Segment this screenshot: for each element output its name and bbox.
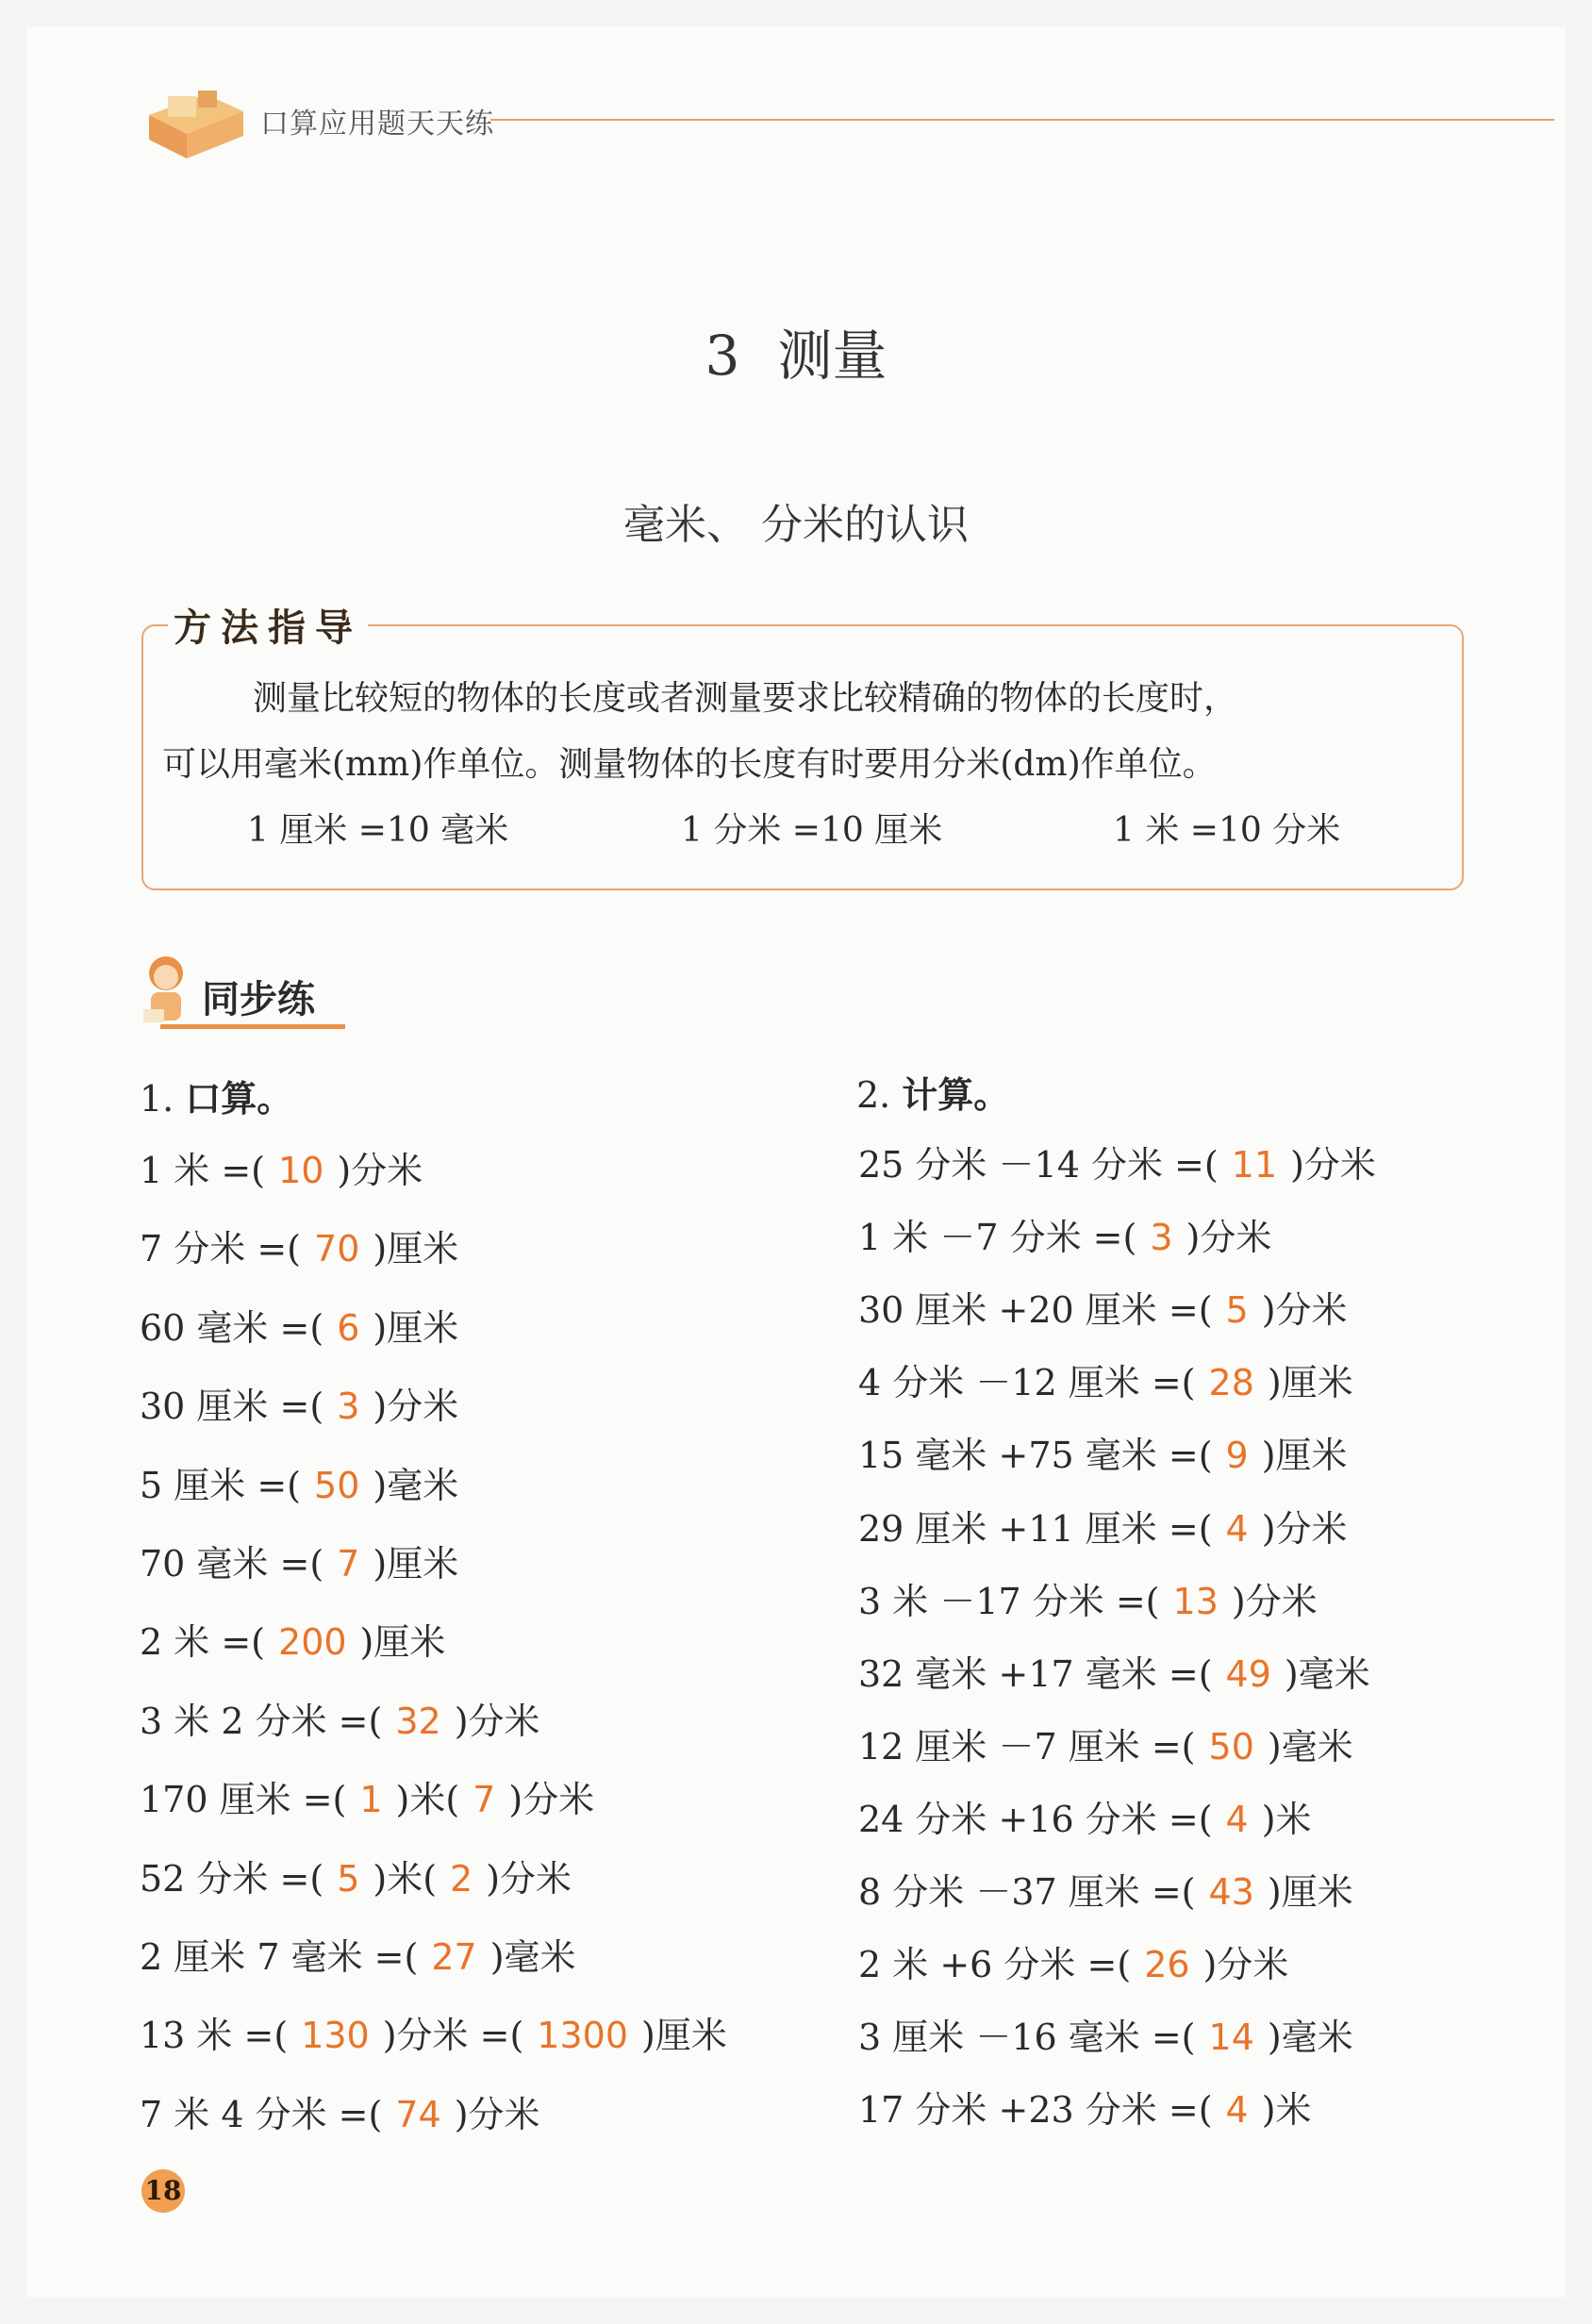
problem-row <box>858 1790 1312 1842</box>
problem-text: )厘米 <box>373 1306 459 1349</box>
problem-row <box>858 1136 1376 1187</box>
problem-text: 24 分米 +16 分米 =( <box>858 1798 1213 1840</box>
answer-value: 26 <box>1144 1944 1190 1986</box>
practice-underline <box>160 1024 345 1029</box>
problem-text: )分米 <box>1261 1507 1348 1550</box>
method-paragraph-1: 测量比较短的物体的长度或者测量要求比较精确的物体的长度时， <box>253 679 1238 718</box>
problem-text: 60 毫米 =( <box>140 1306 324 1349</box>
problem-text: )毫米 <box>489 1936 576 1978</box>
lesson-title: 毫米、 分米的认识 <box>623 501 969 549</box>
answer-value: 28 <box>1208 1362 1254 1404</box>
unit-fact: 1 米 =10 分米 <box>1113 811 1341 850</box>
answer-value: 70 <box>314 1228 360 1270</box>
problem-text: )分米 <box>1186 1217 1272 1259</box>
problem-row <box>858 1500 1348 1552</box>
problem-text: )分米 <box>1261 1289 1348 1332</box>
problem-text: )分米 =( <box>382 2015 524 2057</box>
problem-text: )分米 <box>454 2093 540 2135</box>
problem-text: )米 <box>1261 1798 1312 1840</box>
problem-text: 4 分米 －12 厘米 =( <box>858 1362 1196 1404</box>
problem-text: 30 厘米 =( <box>140 1386 324 1428</box>
problem-row <box>140 1770 594 1822</box>
answer-value: 2 <box>450 1857 473 1900</box>
method-paragraph-2: 可以用毫米(mm)作单位。测量物体的长度有时要用分米(dm)作单位。 <box>162 745 1217 784</box>
answer-value: 4 <box>1225 2089 1249 2132</box>
section-label: 口算。 <box>185 1078 293 1120</box>
problem-text: )毫米 <box>1284 1652 1370 1695</box>
problem-text: 70 毫米 =( <box>140 1543 324 1585</box>
answer-value: 27 <box>431 1936 477 1978</box>
problem-text: 15 毫米 +75 毫米 =( <box>858 1435 1213 1477</box>
problem-text: )毫米 <box>1267 2017 1353 2059</box>
section-label: 计算。 <box>902 1074 1010 1116</box>
problem-row <box>858 1645 1370 1697</box>
problem-text: 17 分米 +23 分米 =( <box>858 2089 1213 2132</box>
header-rule <box>490 119 1554 121</box>
problem-row <box>858 1718 1353 1769</box>
problem-text: )厘米 <box>359 1621 446 1664</box>
answer-value: 1 <box>359 1779 383 1821</box>
problem-text: 1 米 －7 分米 =( <box>858 1217 1137 1259</box>
problem-row <box>140 1377 458 1429</box>
problem-text: 170 厘米 =( <box>140 1779 347 1821</box>
problem-row <box>858 2081 1312 2133</box>
problem-text: 13 米 =( <box>140 2015 289 2057</box>
problem-row <box>140 2085 540 2137</box>
problem-text: )分米 <box>337 1150 423 1191</box>
answer-value: 14 <box>1208 2017 1254 2059</box>
problem-text: )厘米 <box>373 1228 459 1270</box>
problem-text: 3 米 2 分米 =( <box>140 1700 383 1742</box>
problem-text: )分米 <box>508 1779 595 1821</box>
method-guidance-label: 方法指导 <box>168 598 368 652</box>
chapter-name: 测量 <box>777 324 887 388</box>
problem-text: )分米 <box>1290 1144 1376 1186</box>
answer-value: 4 <box>1225 1507 1249 1550</box>
problem-text: )厘米 <box>1261 1435 1348 1477</box>
page-header <box>140 68 1554 172</box>
answer-value: 3 <box>337 1386 360 1428</box>
problem-text: 5 厘米 =( <box>140 1464 302 1506</box>
answer-value: 130 <box>301 2015 370 2057</box>
answer-value: 3 <box>1150 1217 1173 1259</box>
problem-row <box>140 1456 458 1508</box>
problem-row <box>858 1281 1348 1333</box>
problem-row <box>858 1935 1288 1987</box>
problem-text: 7 米 4 分米 =( <box>140 2093 383 2135</box>
problem-row <box>858 2008 1353 2060</box>
answer-value: 13 <box>1172 1580 1219 1622</box>
practice-title: 同步练 <box>202 978 315 1021</box>
section-1-title <box>140 1070 292 1121</box>
unit-fact: 1 厘米 =10 毫米 <box>247 811 509 850</box>
answer-value: 1300 <box>537 2015 629 2057</box>
answer-value: 32 <box>395 1700 441 1742</box>
problem-text: 32 毫米 +17 毫米 =( <box>858 1652 1213 1695</box>
problem-text: )米( <box>373 1857 438 1900</box>
problem-text: )厘米 <box>1267 1362 1353 1404</box>
problem-text: 3 厘米 －16 毫米 =( <box>858 2017 1196 2059</box>
answer-value: 9 <box>1225 1435 1249 1477</box>
section-number: 2. <box>856 1074 891 1116</box>
problem-row <box>140 1613 445 1665</box>
problem-row <box>140 1692 540 1744</box>
problem-text: )米 <box>1261 2089 1312 2132</box>
answer-value: 7 <box>337 1543 360 1585</box>
problem-text: )厘米 <box>373 1543 459 1585</box>
chapter-title <box>0 311 1592 390</box>
problem-row <box>858 1863 1353 1915</box>
problem-text: 7 分米 =( <box>140 1228 302 1270</box>
problem-row <box>140 2006 727 2058</box>
problem-text: 2 米 +6 分米 =( <box>858 1944 1132 1986</box>
answer-value: 43 <box>1208 1871 1254 1913</box>
answer-value: 5 <box>337 1857 360 1900</box>
answer-value: 50 <box>1208 1725 1254 1768</box>
problem-text: 3 米 －17 分米 =( <box>858 1580 1160 1622</box>
problem-text: )分米 <box>486 1857 572 1900</box>
problem-text: )分米 <box>454 1700 540 1742</box>
chapter-number: 3 <box>705 324 740 388</box>
problem-text: 29 厘米 +11 厘米 =( <box>858 1507 1213 1550</box>
answer-value: 49 <box>1225 1652 1271 1695</box>
problem-row <box>140 1850 572 1901</box>
problem-row <box>858 1572 1318 1624</box>
problem-text: )毫米 <box>373 1464 459 1506</box>
problem-text: )分米 <box>1231 1580 1318 1622</box>
problem-row <box>858 1426 1348 1478</box>
problem-text: 2 厘米 7 毫米 =( <box>140 1936 419 1978</box>
problem-text: )厘米 <box>641 2015 727 2057</box>
problem-text: )毫米 <box>1267 1725 1353 1768</box>
problem-row <box>140 1535 458 1586</box>
answer-value: 200 <box>278 1621 347 1664</box>
problem-text: )厘米 <box>1267 1871 1353 1913</box>
answer-value: 11 <box>1231 1144 1278 1186</box>
answer-value: 50 <box>314 1464 360 1506</box>
problem-text: 1 米 =( <box>140 1150 266 1191</box>
answer-value: 74 <box>395 2093 441 2135</box>
section-number: 1. <box>140 1078 174 1120</box>
student-icon <box>138 953 196 1028</box>
problem-text: 52 分米 =( <box>140 1857 324 1900</box>
problem-text: 12 厘米 －7 厘米 =( <box>858 1725 1196 1768</box>
answer-value: 10 <box>278 1150 324 1191</box>
unit-fact: 1 分米 =10 厘米 <box>681 811 943 850</box>
section-2-title <box>856 1066 1009 1118</box>
problem-row <box>140 1928 576 1980</box>
answer-value: 5 <box>1225 1289 1249 1332</box>
series-title: 口算应用题天天练 <box>260 108 494 141</box>
problem-text: )分米 <box>1202 1944 1289 1986</box>
problem-text: )分米 <box>373 1386 459 1428</box>
problem-text: 8 分米 －37 厘米 =( <box>858 1871 1196 1913</box>
problem-text: 30 厘米 +20 厘米 =( <box>858 1289 1213 1332</box>
problem-text: 25 分米 －14 分米 =( <box>858 1144 1219 1186</box>
problem-row <box>858 1208 1271 1260</box>
problem-row <box>140 1141 423 1193</box>
answer-value: 6 <box>337 1306 360 1349</box>
problem-row <box>140 1299 458 1351</box>
answer-value: 4 <box>1225 1798 1249 1840</box>
desk-icon <box>140 77 253 167</box>
problem-row <box>140 1220 458 1271</box>
page-number: 18 <box>141 2169 185 2213</box>
problem-row <box>858 1353 1353 1405</box>
problem-text: 2 米 =( <box>140 1621 266 1664</box>
problem-text: )米( <box>395 1779 460 1821</box>
answer-value: 7 <box>473 1779 496 1821</box>
